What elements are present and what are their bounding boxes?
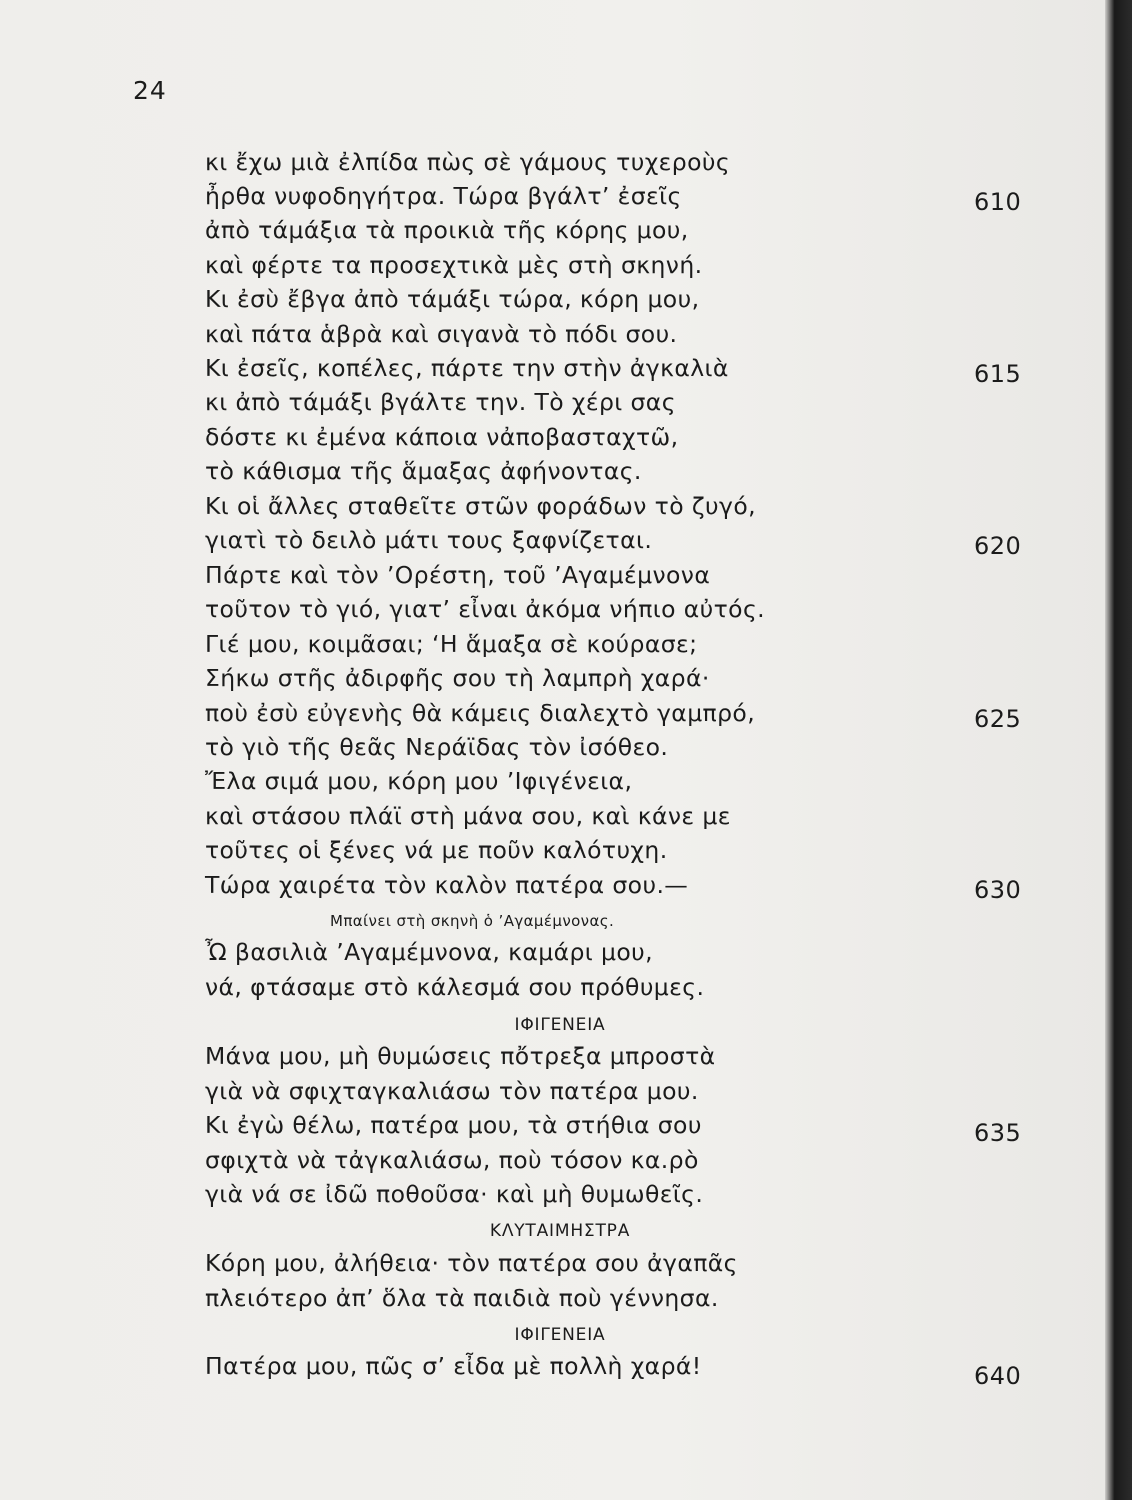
line-number: 625 <box>974 705 1022 733</box>
verse-line: νά, φτάσαμε στὸ κάλεσμά σου πρόθυμες. <box>205 973 705 1001</box>
verse-line: Κι οἱ ἄλλες σταθεῖτε στῶν φοράδων τὸ ζυγό, <box>205 492 756 520</box>
stage-direction: Μπαίνει στὴ σκηνὴ ὁ ’Αγαμέμνονας. <box>330 912 615 930</box>
verse-line: Πατέρα μου, πῶς σ’ εἶδα μὲ πολλὴ χαρά! <box>205 1352 702 1380</box>
line-number: 620 <box>974 532 1022 560</box>
speaker-name: ΙΦΙΓΕΝΕΙΑ <box>514 1325 606 1345</box>
verse-line: Γιέ μου, κοιμᾶσαι; ‘Η ἅμαξα σὲ κούρασε; <box>205 630 698 658</box>
verse-line: Τώρα χαιρέτα τὸν καλὸν πατέρα σου.— <box>205 871 689 899</box>
page-edge <box>1105 0 1132 1500</box>
verse-line: κι ἔχω μιὰ ἐλπίδα πὼς σὲ γάμους τυχεροὺς <box>205 148 731 176</box>
verse-line: Κόρη μου, ἀλήθεια· τὸν πατέρα σου ἀγαπᾶς <box>205 1249 738 1277</box>
verse-line: Μάνα μου, μὴ θυμώσεις πὄτρεξα μπροστὰ <box>205 1042 716 1070</box>
verse-line: γιὰ νὰ σφιχταγκαλιάσω τὸν πατέρα μου. <box>205 1077 699 1105</box>
verse-line: τοῦτες οἱ ξένες νά με ποῦν καλότυχη. <box>205 836 668 864</box>
verse-line: τὸ κάθισμα τῆς ἅμαξας ἀφήνοντας. <box>205 457 642 485</box>
verse-line: πλειότερο ἀπ’ ὅλα τὰ παιδιὰ ποὺ γέννησα. <box>205 1284 719 1312</box>
verse-line: Ὦ βασιλιὰ ’Αγαμέμνονα, καμάρι μου, <box>205 938 654 966</box>
verse-line: ἀπὸ τάμάξια τὰ προικιὰ τῆς κόρης μου, <box>205 216 689 244</box>
speaker-name: ΚΛΥΤΑΙΜΗΣΤΡΑ <box>489 1221 631 1241</box>
verse-line: Πάρτε καὶ τὸν ’Ορέστη, τοῦ ’Αγαμέμνονα <box>205 561 711 589</box>
verse-line: καὶ φέρτε τα προσεχτικὰ μὲς στὴ σκηνή. <box>205 251 703 279</box>
verse-line: ποὺ ἐσὺ εὐγενὴς θὰ κάμεις διαλεχτὸ γαμπρό, <box>205 699 756 727</box>
line-number: 635 <box>974 1119 1022 1147</box>
verse-line: καὶ στάσου πλάϊ στὴ μάνα σου, καὶ κάνε με <box>205 802 731 830</box>
verse-line: τοῦτον τὸ γιό, γιατ’ εἶναι ἀκόμα νήπιο αὐτός. <box>205 595 766 623</box>
page-number: 24 <box>133 76 167 105</box>
line-number: 610 <box>974 188 1022 216</box>
verse-line: Κι ἐγὼ θέλω, πατέρα μου, τὰ στήθια σου <box>205 1111 702 1139</box>
line-number: 615 <box>974 360 1022 388</box>
verse-line: Κι ἐσεῖς, κοπέλες, πάρτε την στὴν ἀγκαλιὰ <box>205 354 729 382</box>
line-number: 640 <box>974 1362 1022 1390</box>
verse-line: Σήκω στῆς ἀδιρφῆς σου τὴ λαμπρὴ χαρά· <box>205 664 710 692</box>
verse-line: γιὰ νά σε ἰδῶ ποθοῦσα· καὶ μὴ θυμωθεῖς. <box>205 1180 704 1208</box>
verse-line: καὶ πάτα ἁβρὰ καὶ σιγανὰ τὸ πόδι σου. <box>205 320 678 348</box>
verse-line: δόστε κι ἐμένα κάποια νἀποβασταχτῶ, <box>205 423 679 451</box>
verse-line: κι ἀπὸ τάμάξι βγάλτε την. Τὸ χέρι σας <box>205 388 676 416</box>
verse-line: Ἔλα σιμά μου, κόρη μου ’Ιφιγένεια, <box>205 767 633 795</box>
verse-line: σφιχτὰ νὰ τἀγκαλιάσω, ποὺ τόσον κα.ρὸ <box>205 1146 699 1174</box>
verse-line: τὸ γιὸ τῆς θεᾶς Νεράϊδας τὸν ἰσόθεο. <box>205 733 669 761</box>
verse-line: ἦρθα νυφοδηγήτρα. Τώρα βγάλτ’ ἐσεῖς <box>205 182 682 210</box>
verse-line: γιατὶ τὸ δειλὸ μάτι τους ξαφνίζεται. <box>205 526 653 554</box>
verse-line: Κι ἐσὺ ἔβγα ἀπὸ τάμάξι τώρα, κόρη μου, <box>205 285 700 313</box>
speaker-name: ΙΦΙΓΕΝΕΙΑ <box>514 1015 606 1035</box>
line-number: 630 <box>974 876 1022 904</box>
